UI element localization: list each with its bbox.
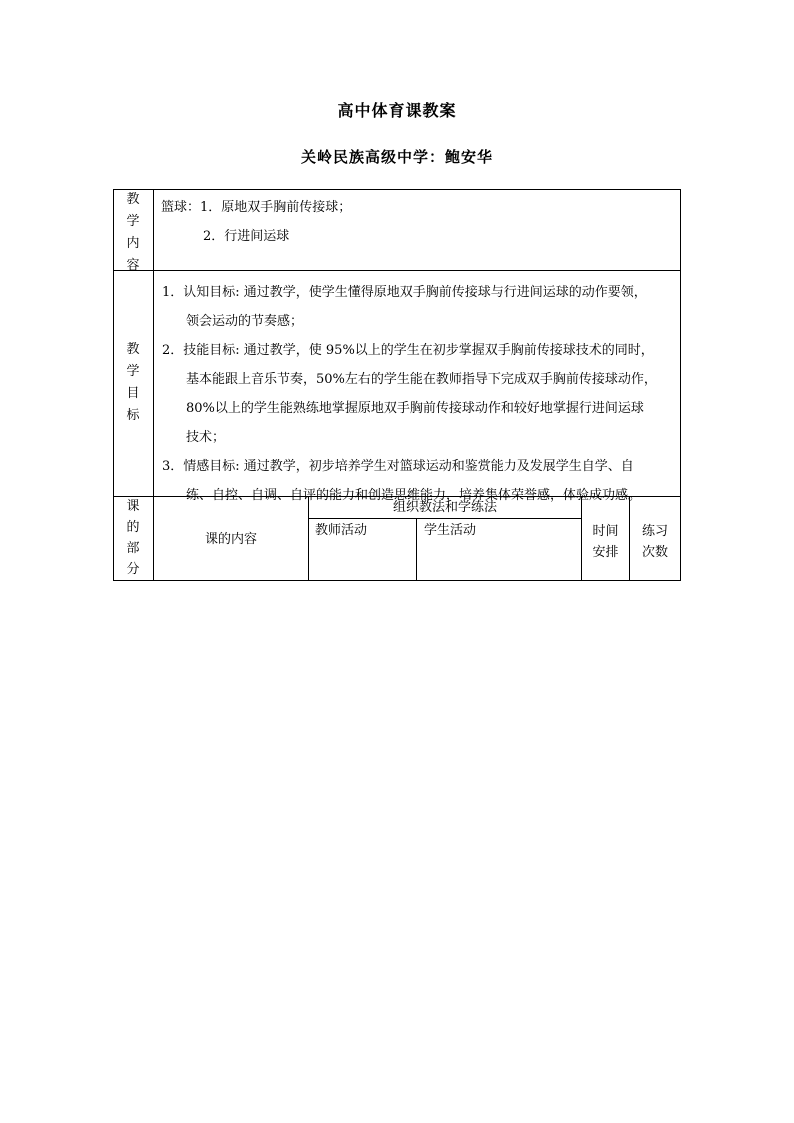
teacher-activity-header: 教师活动 bbox=[315, 523, 368, 538]
lesson-content-header: 课的内容 bbox=[204, 532, 257, 547]
time-schedule-header bbox=[582, 521, 629, 563]
label-char: 目 bbox=[126, 386, 140, 401]
goal-line: 1．认知目标: 通过教学，使学生懂得原地双手胸前传接球与行进间运球的动作要领， bbox=[162, 285, 647, 300]
goals-paragraph bbox=[162, 278, 657, 510]
goal-line: 80%以上的学生能熟练地掌握原地双手胸前传接球动作和较好地掌握行进间运球 bbox=[186, 401, 644, 416]
lesson-part-label bbox=[113, 496, 153, 580]
student-activity-header: 学生活动 bbox=[424, 523, 477, 538]
method-subheader-divider bbox=[308, 518, 581, 519]
goal-line: 2．技能目标: 通过教学，使 95%以上的学生在初步掌握双手胸前传接球技术的同时， bbox=[162, 343, 654, 358]
goal-line: 技术； bbox=[186, 430, 226, 445]
label-char: 学 bbox=[126, 214, 140, 229]
teaching-content-label bbox=[113, 189, 153, 277]
time-label-line: 安排 bbox=[592, 545, 619, 560]
label-char: 标 bbox=[126, 408, 140, 423]
teaching-goals-label bbox=[113, 339, 153, 427]
table-border-top bbox=[113, 189, 681, 190]
practice-label-line: 次数 bbox=[641, 545, 668, 560]
label-char: 分 bbox=[126, 562, 140, 577]
label-char: 的 bbox=[126, 520, 140, 535]
table-border-right bbox=[680, 189, 681, 581]
goal-line: 基本能跟上音乐节奏，50%左右的学生能在教师指导下完成双手胸前传接球动作， bbox=[186, 372, 657, 387]
label-column-divider bbox=[153, 189, 154, 581]
content-line-2: 2．行进间运球 bbox=[203, 229, 290, 244]
label-char: 学 bbox=[126, 364, 140, 379]
document-subtitle: 关岭民族高级中学：鲍安华 bbox=[300, 148, 493, 166]
method-header: 组织教法和学练法 bbox=[392, 500, 497, 515]
practice-count-header bbox=[630, 521, 680, 563]
goal-line: 练、自控、自调、自评的能力和创造思维能力，培养集体荣誉感，体验成功感。 bbox=[186, 488, 642, 503]
teacher-student-divider bbox=[416, 518, 417, 581]
row-divider-content bbox=[113, 270, 681, 271]
document-title: 高中体育课教案 bbox=[337, 101, 457, 120]
time-label-line: 时间 bbox=[592, 524, 619, 539]
goal-line: 领会运动的节奏感； bbox=[186, 314, 304, 329]
content-line-1: 篮球：1．原地双手胸前传接球； bbox=[161, 200, 352, 215]
label-char: 容 bbox=[126, 258, 140, 273]
label-char: 部 bbox=[126, 541, 140, 556]
label-char: 内 bbox=[126, 236, 140, 251]
table-border-bottom bbox=[113, 580, 681, 581]
label-char: 教 bbox=[126, 192, 140, 207]
lesson-plan-table bbox=[113, 189, 681, 581]
practice-label-line: 练习 bbox=[641, 524, 668, 539]
label-char: 教 bbox=[126, 342, 140, 357]
goal-line: 3．情感目标: 通过教学，初步培养学生对篮球运动和鉴赏能力及发展学生自学、自 bbox=[162, 459, 634, 474]
label-char: 课 bbox=[126, 499, 140, 514]
